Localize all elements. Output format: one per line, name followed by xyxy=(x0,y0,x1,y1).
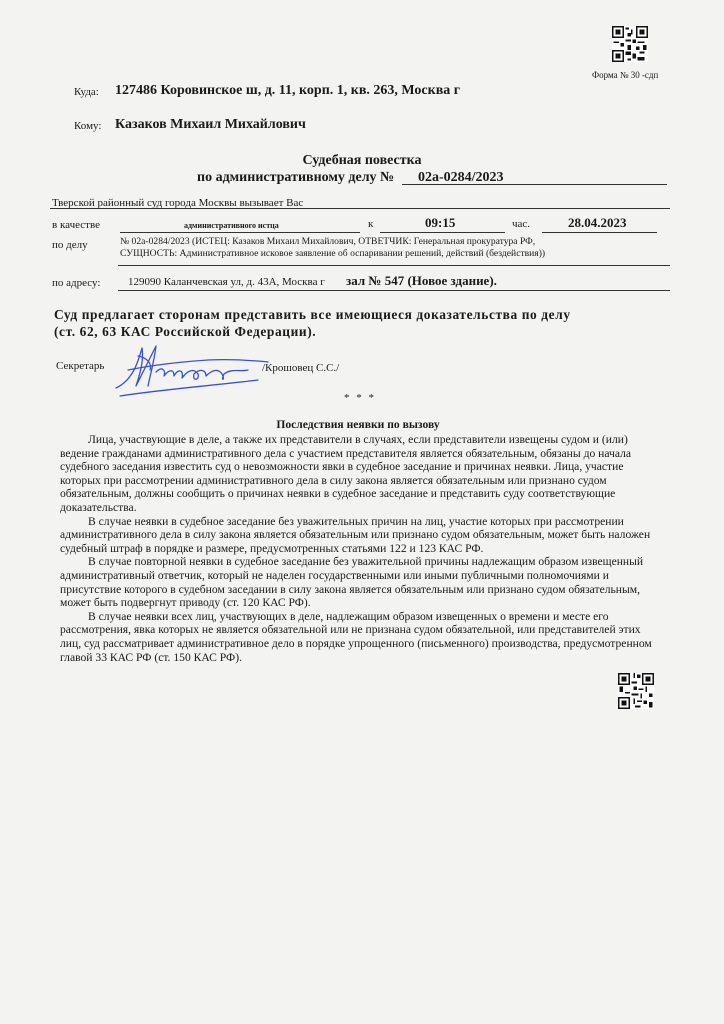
date-value: 28.04.2023 xyxy=(568,215,627,230)
case-line-1: № 02а-0284/2023 (ИСТЕЦ: Казаков Михаил Михайлович, ОТВЕТЧИК: Генеральная прокуратура РФ, xyxy=(120,236,536,247)
case-label: по делу xyxy=(52,239,88,251)
case-number-underline xyxy=(402,184,667,185)
title-line-1: Судебная повестка xyxy=(302,153,422,168)
evidence-notice-line-1: Суд предлагает сторонам представить все имеющиеся доказательства по делу xyxy=(54,307,571,322)
secretary-label: Секретарь xyxy=(56,360,105,372)
court-call-text: Тверской районный суд города Москвы вызывает Вас xyxy=(52,197,304,209)
qr-code-top xyxy=(612,26,648,62)
courtroom: зал № 547 (Новое здание). xyxy=(346,273,497,288)
to-whom-label: Кому: xyxy=(74,120,102,132)
address-underline xyxy=(118,290,670,291)
case-underline xyxy=(118,265,670,266)
time-underline xyxy=(380,232,505,233)
capacity-label: в качестве xyxy=(52,219,100,231)
consequences-heading-text: Последствия неявки по вызову xyxy=(276,418,440,431)
consequences-paragraph-3: В случае повторной неявки в судебное заседание без уважительной причины надлежащим образом извещенный административный ответчик, который не наделен государственными или иными публичными полномочиями и присутствие которого в судебном заседании в силу закона является обязательным или признано судом обязательным, может быть подвергнут приводу (ст. 120 КАС РФ). xyxy=(60,555,644,610)
case-description xyxy=(120,236,545,260)
recipient-name: Казаков Михаил Михайлович xyxy=(115,117,306,132)
form-number-label: Форма № 30 -сдп xyxy=(592,70,659,80)
secretary-name: /Крошовец С.С./ xyxy=(262,362,340,374)
title-line-2: по административному делу № xyxy=(197,170,395,185)
section-separator: * * * xyxy=(344,392,376,404)
consequences-paragraph-1: Лица, участвующие в деле, а также их представители в случаях, если представители извещены судом и (или) ведение гражданами административного дела с участием представителя является обязательным, обязаны до начала судебного заседания известить суд о невозможности явки в судебное заседание и причинах неявки. Лица, участие которых при рассмотрении административного дела в силу закона является обязательным или признано судом обязательным, должны сообщить о причинах неявки в судебное заседание и представить суду соответствующие доказательства. xyxy=(60,433,632,514)
case-number-title: 02а-0284/2023 xyxy=(418,170,504,185)
consequences-heading xyxy=(0,418,724,431)
evidence-notice xyxy=(54,306,571,340)
document-title xyxy=(0,153,724,169)
court-call-underline xyxy=(50,208,670,209)
time-value: 09:15 xyxy=(425,215,456,230)
at-label: к xyxy=(368,218,374,230)
qr-code-bottom xyxy=(618,673,654,709)
case-line-2: СУЩНОСТЬ: Административное исковое заявление об оспаривании решений, действий (бездействия)) xyxy=(120,248,546,259)
hours-label: час. xyxy=(512,218,531,230)
address-label: по адресу: xyxy=(52,277,101,289)
consequences-paragraph-2: В случае неявки в судебное заседание без уважительных причин на лиц, участие которых при рассмотрении административного дела в силу закона является обязательным или признано судом обязательным, может быть наложен судебный штраф в порядке и размере, предусмотренных статьями 122 и 123 КАС РФ. xyxy=(60,514,651,555)
capacity-underline xyxy=(120,232,360,233)
signature-handwritten xyxy=(108,340,278,400)
evidence-notice-line-2: (ст. 62, 63 КАС Российской Федерации). xyxy=(54,324,317,339)
date-underline xyxy=(542,232,657,233)
court-address: 129090 Каланчевская ул, д. 43А, Москва г xyxy=(128,276,325,288)
consequences-text xyxy=(60,433,664,664)
consequences-paragraph-4: В случае неявки всех лиц, участвующих в деле, надлежащим образом извещенных о времени и месте его рассмотрения, явка которых не является обязательной или не признана судом обязательной, или представителей этих лиц, суд рассматривает административное дело в порядке упрощенного (письменного) производства, предусмотренном главой 33 КАС РФ (ст. 150 КАС РФ). xyxy=(60,609,652,664)
recipient-address: 127486 Коровинское ш, д. 11, корп. 1, кв. 263, Москва г xyxy=(115,83,461,98)
to-where-label: Куда: xyxy=(74,86,99,98)
capacity-value: административного истца xyxy=(184,221,279,230)
